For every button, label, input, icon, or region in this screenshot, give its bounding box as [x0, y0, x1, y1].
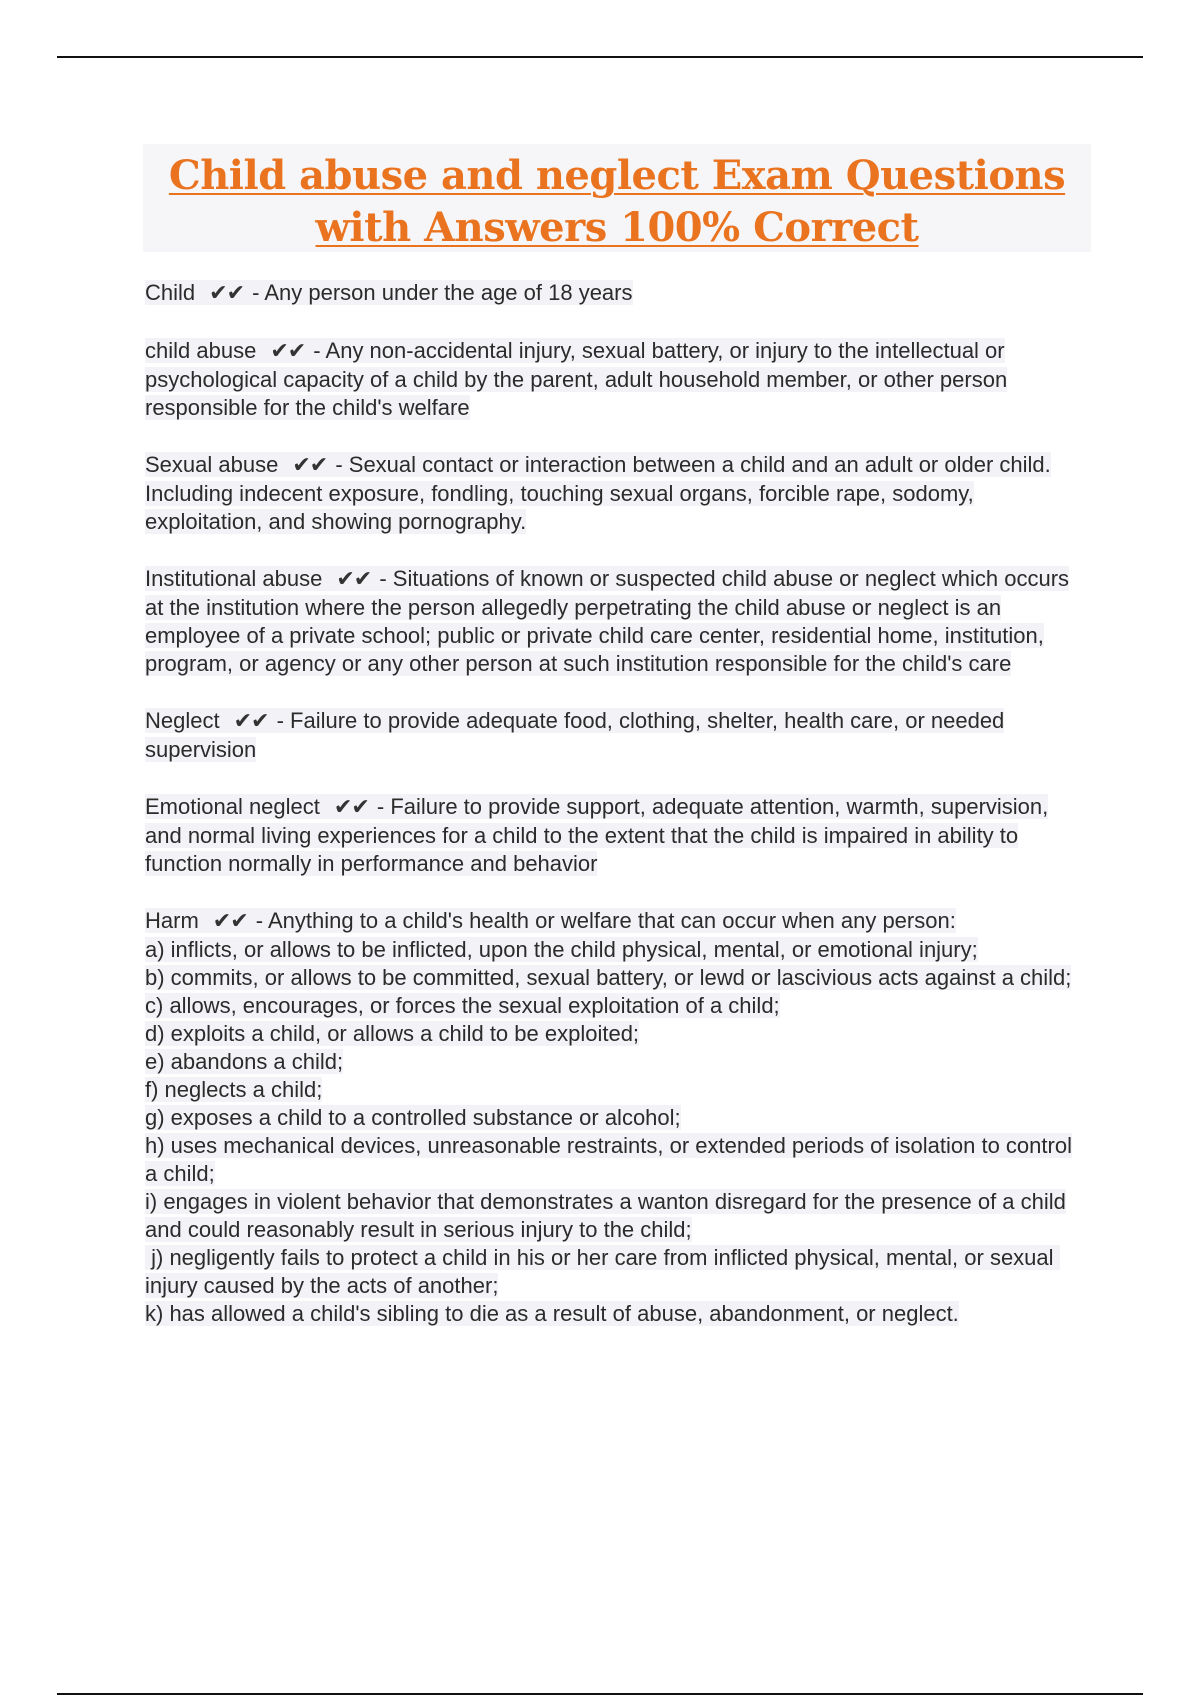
definition: Any person under the age of 18 years — [264, 280, 633, 305]
list-item: c) allows, encourages, or forces the sexual exploitation of a child; — [145, 993, 780, 1018]
term: Emotional neglect — [145, 794, 320, 819]
double-check-icon: ✔✔ — [212, 909, 248, 934]
separator: - — [307, 338, 326, 363]
list-item: e) abandons a child; — [145, 1049, 344, 1074]
qa-entry-child-abuse — [145, 337, 1090, 422]
title-line-2: with Answers 100% Correct — [315, 204, 919, 251]
term: Child — [145, 280, 196, 305]
harm-criteria-list — [145, 936, 1090, 1328]
list-item: b) commits, or allows to be committed, sexual battery, or lewd or lascivious acts against a child; — [145, 965, 1072, 990]
double-check-icon: ✔✔ — [292, 453, 328, 478]
definition: Sexual contact or interaction between a child and an adult or older child. Including indecent exposure, fondling, touching sexual organs, forcible rape, sodomy, exploitation, and showing pornography. — [145, 452, 1051, 534]
qa-entry-child — [145, 279, 1090, 308]
separator: - — [246, 280, 265, 305]
qa-list — [145, 279, 1090, 1357]
list-item: h) uses mechanical devices, unreasonable restraints, or extended periods of isolation to control a child; — [145, 1133, 1072, 1186]
qa-entry-emotional-neglect — [145, 793, 1090, 878]
list-item: k) has allowed a child's sibling to die as a result of abuse, abandonment, or neglect. — [145, 1301, 959, 1326]
title-line-1: Child abuse and neglect Exam Questions — [168, 152, 1066, 199]
list-item: g) exposes a child to a controlled substance or alcohol; — [145, 1105, 681, 1130]
list-item: f) neglects a child; — [145, 1077, 323, 1102]
definition: Anything to a child's health or welfare that can occur when any person: — [268, 908, 956, 933]
qa-entry-harm — [145, 907, 1090, 1328]
separator: - — [270, 708, 291, 733]
double-check-icon: ✔✔ — [233, 709, 269, 734]
separator: - — [370, 794, 391, 819]
definition: Failure to provide support, adequate attention, warmth, supervision, and normal living experiences for a child to the extent that the child is impaired in ability to function normally in performance and behavior — [145, 794, 1049, 876]
double-check-icon: ✔✔ — [270, 339, 306, 364]
qa-entry-sexual-abuse — [145, 451, 1090, 536]
title-banner — [143, 144, 1091, 252]
document-title — [143, 144, 1091, 254]
double-check-icon: ✔✔ — [209, 281, 245, 306]
top-rule — [57, 56, 1143, 58]
qa-entry-institutional-abuse — [145, 565, 1090, 678]
list-item: d) exploits a child, or allows a child to be exploited; — [145, 1021, 640, 1046]
list-item: a) inflicts, or allows to be inflicted, upon the child physical, mental, or emotional injury; — [145, 937, 978, 962]
definition: Situations of known or suspected child abuse or neglect which occurs at the institution where the person allegedly perpetrating the child abuse or neglect is an employee of a private school; public or private child care center, residential home, institution, program, or agency or any other person at such institution responsible for the child's care — [145, 566, 1070, 676]
definition: Any non-accidental injury, sexual battery, or injury to the intellectual or psychological capacity of a child by the parent, adult household member, or other person responsible for the child's welfare — [145, 338, 1008, 420]
bottom-rule — [57, 1693, 1143, 1695]
term: Harm — [145, 908, 199, 933]
double-check-icon: ✔✔ — [333, 795, 369, 820]
term: child abuse — [145, 338, 257, 363]
double-check-icon: ✔✔ — [336, 567, 372, 592]
separator: - — [329, 452, 349, 477]
separator: - — [373, 566, 393, 591]
qa-entry-neglect — [145, 707, 1090, 764]
list-item: i) engages in violent behavior that demonstrates a wanton disregard for the presence of a child and could reasonably result in serious injury to the child; — [145, 1189, 1066, 1242]
separator: - — [249, 908, 268, 933]
term: Sexual abuse — [145, 452, 279, 477]
term: Institutional abuse — [145, 566, 323, 591]
list-item: j) negligently fails to protect a child in his or her care from inflicted physical, mental, or sexual injury caused by the acts of another; — [145, 1245, 1060, 1298]
term: Neglect — [145, 708, 220, 733]
definition: Failure to provide adequate food, clothing, shelter, health care, or needed supervision — [145, 708, 1005, 762]
